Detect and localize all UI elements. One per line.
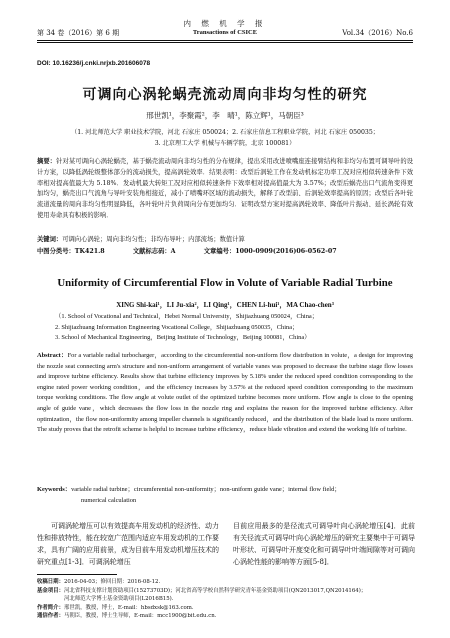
footnote-item — [37, 604, 413, 613]
footnotes — [37, 578, 413, 621]
running-header — [37, 18, 413, 48]
document-code: 文献标志码：A — [132, 248, 176, 255]
footnote-text: 马朝臣，教授，博士生导师，E-mail：mcc1900@bit.edu.cn． — [63, 613, 221, 620]
abstract-cn-text: 针对某可调向心涡轮蜗壳，基于蜗壳流动周向非均匀性的分布规律，提出采用改进喷嘴座连接臂结构和非均匀布置可调导叶的设计方案，以降低涡轮级整体部分的流动损失，提高涡轮效率．结果表明：改型后涡轮工作在发动机标定功率工况对应相似转速条件下效率相对提高值最大为 5.18%．发动机最大转矩工况对应相似转速条件下效率相对提高值最大为 3.57%；改型后蜗壳出口气流角变得更加均匀，蜗壳出口气流角与导叶安装角相接近，减小了喷嘴环区域的流动损失，解释了改型前、后涡轮效率提高的原因；改型后各叶轮流道流量的周向非均匀性明显降低，各叶轮叶片负荷周向分布更加均匀．证明改型方案对提高涡轮效率、降低叶片振动、延长涡轮有效使用寿命具有积极的影响． — [37, 158, 414, 219]
affiliations-cn — [37, 127, 413, 149]
authors-en: XING Shi-kai¹，LI Ju-xia²，LI Qing¹，CHEN Li-hui¹，MA Chao-chen³ — [116, 301, 334, 309]
footnote-label: 基金项目： — [37, 587, 64, 594]
footnote-text: 河北省科技支撑计划资助项目(15273703D)；河北省高等学校自然科学研究青年基金资助项目(QN2013017,QN2014164)； — [63, 587, 367, 594]
footnote-item — [37, 612, 413, 621]
footnote-item — [37, 578, 413, 587]
footnote-text: 邢世凯，教授，博士，E-mail：hbsdxsk@163.com． — [63, 604, 198, 611]
header-rule — [37, 40, 413, 41]
header-volume-cn: 第 34 卷（2016）第 6 期 — [37, 29, 120, 37]
header-journal-en: Transactions of CSICE — [192, 29, 258, 36]
body-column-right: 目前应用最多的是径流式可调导叶向心涡轮增压[4]．此前有关径流式可调导叶向心涡轮增压的研究主要集中于可调导叶形状、可调导叶开度变化和可调导叶叶端间隙等对可调向心涡轮性能的影响等方面[5-8]． — [233, 522, 415, 566]
header-rule-thin — [37, 42, 413, 43]
footnote-label: 通信作者： — [37, 613, 64, 620]
keywords-en-label: Keywords： — [37, 486, 72, 493]
affiliations-en — [55, 312, 413, 344]
body-column-left: 可调涡轮增压可以有效提高车用发动机的经济性、动力性和排放特性，能在较宽广范围内适应车用发动机的工作要求，具有广阔的应用前景，成为目前车用发动机增压技术的研究重点[1-3]．可调涡轮增压 — [37, 522, 219, 566]
abstract-en-text: For a variable radial turbocharger，according to the circumferential non-uniform flow distribution in volute，a design for improving the nozzle seat connecting arm's structure and non-uniform arrangement of variable vanes was proposed to decrease the turbine stage flow losses and improve turbine efficiency. Results show that turbine efficiency improves by 5.18% under the reduced speed condition corresponding to the engine rated power working condition，and the efficiency increases by 3.57% at the reduced speed condition corresponding to the maximum torque working conditions. The flow angle at volute outlet of the optimized turbine becomes more uniform. Flow angle is close to the opening angle of guide vane，which decreases the flow loss in the nozzle ring and explains the reason for the improved turbine efficiency. After optimization，the flow non-uniformity among impeller channels is significantly reduced，and the distribution of the blade load is more uniform. The study proves that the retrofit scheme is helpful to increase turbine efficiency，reduce blade vibration and extend the working life of turbine. — [37, 352, 414, 434]
doi[interactable]: DOI: 10.16236/j.cnki.nrjxb.201606078 — [37, 60, 151, 67]
authors-cn: 邢世凯¹，李聚霞²，李 晴¹，陈立辉¹，马朝臣³ — [146, 111, 304, 120]
abstract-en-label: Abstract： — [37, 352, 68, 359]
keywords-cn — [37, 234, 413, 243]
clc-number: 中图分类号：TK421.8 — [37, 248, 105, 255]
abstract-cn-label: 摘要： — [37, 158, 57, 165]
footnote-label: 收稿日期： — [37, 579, 64, 585]
footnote-item — [37, 587, 413, 596]
footnote-text: 2016-04-03；修回日期：2016-08-12． — [63, 579, 164, 585]
keywords-en-text-cont: numerical calculation — [81, 496, 137, 504]
footnote-item — [37, 595, 413, 604]
abstract-en — [37, 351, 413, 436]
footnote-text: 河北师范大学博士基金资助项目(L2016B15)． — [37, 596, 178, 603]
keywords-cn-text: 可调向心涡轮；周向非均匀性；非均布导叶；内部流场；数值计算 — [62, 236, 245, 243]
article-number: 文章编号：1000-0909(2016)06-0562-07 — [203, 248, 337, 255]
header-journal-cn: 内 燃 机 学 报 — [183, 19, 267, 28]
affiliation-line: 3. School of Mechanical Engineering，Beijing Institute of Technology，Beijing 100081，China） — [55, 334, 311, 341]
affiliation-line: 2. Shijiazhuang Information Engineering Vocational College，Shijiazhuang 050035，China； — [55, 323, 299, 331]
affiliation-line: （1. 河北师范大学 职业技术学院，河北 石家庄 050024；2. 石家庄信息工程职业学院，河北 石家庄 050035； — [71, 129, 379, 136]
footnote-rule — [37, 574, 117, 575]
affiliation-line: （1. School of Vocational and Technical，Hebei Normal University，Shijiazhuang 050024，China； — [55, 313, 319, 320]
header-volume-en: Vol.34（2016）No.6 — [342, 29, 413, 37]
affiliation-line: 3. 北京理工大学 机械与车辆学院，北京 100081） — [154, 140, 296, 147]
title-en: Uniformity of Circumferential Flow in Volute of Variable Radial Turbine — [57, 277, 393, 289]
abstract-cn — [37, 157, 413, 222]
keywords-en — [37, 485, 413, 506]
classification-cn — [37, 246, 413, 255]
title-cn: 可调向心涡轮蜗壳流动周向非均匀性的研究 — [82, 87, 368, 103]
footnote-label: 作者简介： — [37, 604, 64, 611]
keywords-cn-label: 关键词： — [37, 236, 63, 243]
keywords-en-text: variable radial turbine；circumferential non-uniformity；non-uniform guide vane；internal flow field； — [71, 486, 341, 493]
